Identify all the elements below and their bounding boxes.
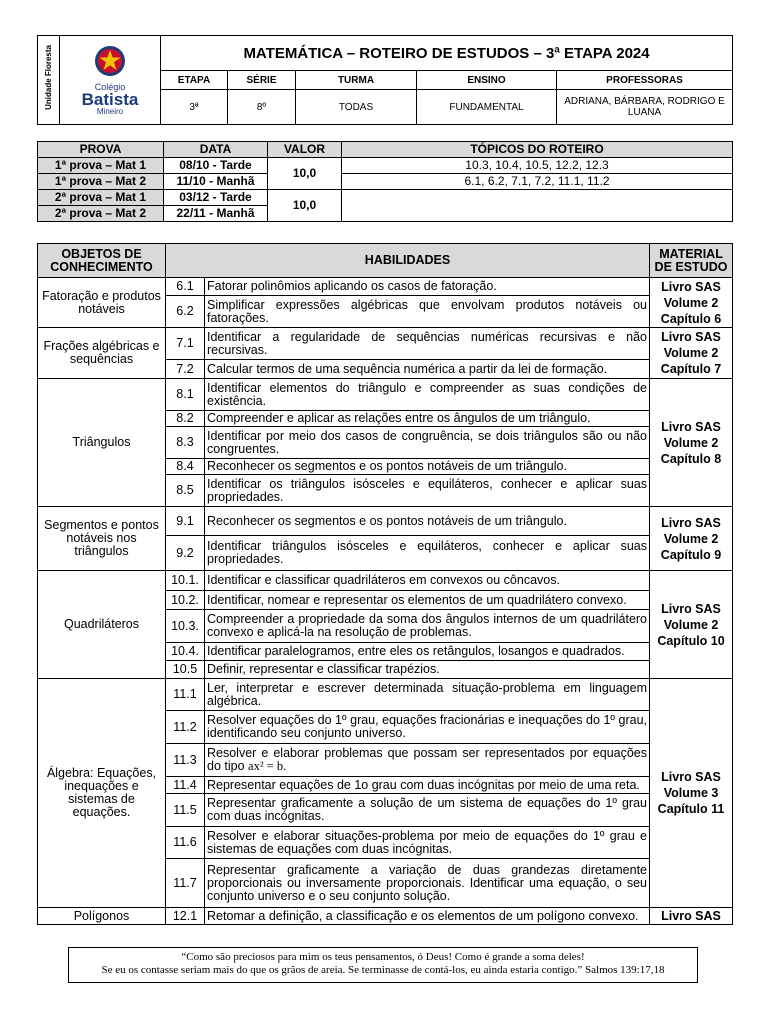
skill-text: Identificar triângulos isósceles e equiláteros, conhecer e aplicar suas propriedades. xyxy=(205,536,650,571)
skill-text: Compreender a propriedade da soma dos ângulos internos de um quadrilátero convexo e aplicá-la na resolução de problemas. xyxy=(205,610,650,643)
material-cell xyxy=(650,328,733,379)
unit-cell xyxy=(38,36,60,125)
skill-code: 10.3. xyxy=(166,610,205,643)
skill-code: 10.2. xyxy=(166,591,205,610)
material-line: Livro SAS xyxy=(661,909,721,923)
objeto-cell: Quadriláteros xyxy=(38,571,166,679)
bible-quote xyxy=(68,947,698,983)
skill-text: Retomar a definição, a classificação e os elementos de um polígono convexo. xyxy=(205,908,650,925)
objeto-cell: Álgebra: Equações, inequações e sistemas de equações. xyxy=(38,679,166,908)
logo-text-sub: Mineiro xyxy=(96,107,124,116)
material-line: Capítulo 9 xyxy=(660,547,722,562)
material-line: Volume 2 xyxy=(663,435,719,450)
table-row xyxy=(38,679,733,711)
label-professoras: PROFESSORAS xyxy=(557,71,733,90)
skill-text: Reconhecer os segmentos e os pontos notáveis de um triângulo. xyxy=(205,507,650,536)
header-table xyxy=(37,35,733,125)
skill-text: Simplificar expressões algébricas que envolvam produtos notáveis ou fatorações. xyxy=(205,296,650,328)
logo-text-main: Batista xyxy=(81,90,139,109)
material-cell xyxy=(650,571,733,679)
skill-code: 8.2 xyxy=(166,411,205,427)
skill-code: 11.4 xyxy=(166,777,205,794)
skill-code: 8.1 xyxy=(166,379,205,411)
material-cell xyxy=(650,278,733,328)
topicos-header: TÓPICOS DO ROTEIRO xyxy=(342,142,733,158)
prova-table xyxy=(37,141,733,222)
material-cell xyxy=(650,908,733,925)
skill-code: 7.2 xyxy=(166,360,205,379)
skill-text-with-formula xyxy=(205,744,650,777)
quote-line-2: Se eu os contasse seriam mais do que os grãos de areia. Se terminasse de contá-los, eu ainda estaria contigo.” Salmos 139:17,18 xyxy=(101,964,665,976)
skill-text: Representar graficamente a solução de um sistema de equações do 1º grau com duas incógnitas. xyxy=(205,794,650,827)
material-line: Capítulo 7 xyxy=(660,362,722,376)
material-line: Capítulo 10 xyxy=(657,633,725,648)
skill-code: 8.3 xyxy=(166,427,205,459)
skill-text: Identificar os triângulos isósceles e equiláteros, conhecer e aplicar suas propriedades. xyxy=(205,475,650,507)
skill-text: Identificar e classificar quadriláteros em convexos ou côncavos. xyxy=(205,571,650,591)
skill-text: Representar graficamente a variação de duas grandezas diretamente proporcionais ou inversamente proporcionais. Identificar uma equação, o seu conjunto universo e o seu conjunto solução. xyxy=(205,859,650,908)
material-line: Capítulo 6 xyxy=(660,311,722,326)
skill-code: 7.1 xyxy=(166,328,205,360)
prova-topicos xyxy=(342,190,733,222)
skill-code: 6.1 xyxy=(166,278,205,296)
skill-text: Resolver e elaborar situações-problema por meio de equações do 1º grau e sistemas de equações com duas incógnitas. xyxy=(205,827,650,859)
skill-code: 10.1. xyxy=(166,571,205,591)
value-ensino: FUNDAMENTAL xyxy=(417,90,557,125)
formula: ax² = b. xyxy=(248,759,287,773)
skill-code: 11.3 xyxy=(166,744,205,777)
table-row xyxy=(38,190,733,206)
skill-text: Calcular termos de uma sequência numérica a partir da lei de formação. xyxy=(205,360,650,379)
table-row xyxy=(38,571,733,591)
skill-code: 12.1 xyxy=(166,908,205,925)
material-line: Livro SAS xyxy=(661,419,721,434)
table-row xyxy=(38,278,733,296)
material-line: Capítulo 8 xyxy=(660,451,722,466)
prova-date: 08/10 - Tarde xyxy=(164,158,268,174)
skill-code: 10.4. xyxy=(166,643,205,661)
table-row xyxy=(38,908,733,925)
material-cell xyxy=(650,679,733,908)
objeto-cell: Frações algébricas e sequências xyxy=(38,328,166,379)
material-cell xyxy=(650,379,733,507)
value-etapa: 3ª xyxy=(161,90,228,125)
prova-valor: 10,0 xyxy=(268,190,342,222)
skill-code: 11.6 xyxy=(166,827,205,859)
prova-date: 11/10 - Manhã xyxy=(164,174,268,190)
label-ensino: ENSINO xyxy=(417,71,557,90)
skill-text: Compreender e aplicar as relações entre os ângulos de um triângulo. xyxy=(205,411,650,427)
material-line: Livro SAS xyxy=(661,515,721,530)
skill-text: Resolver equações do 1º grau, equações fracionárias e inequações do 1º grau, identificando seu conjunto universo. xyxy=(205,711,650,744)
valor-header: VALOR xyxy=(268,142,342,158)
material-line: Livro SAS xyxy=(661,330,721,344)
material-line: Livro SAS xyxy=(661,279,721,294)
data-header: DATA xyxy=(164,142,268,158)
label-serie: SÉRIE xyxy=(228,71,296,90)
prova-topicos: 6.1, 6.2, 7.1, 7.2, 11.1, 11.2 xyxy=(342,174,733,190)
objeto-cell: Triângulos xyxy=(38,379,166,507)
skill-text: Definir, representar e classificar trapézios. xyxy=(205,661,650,679)
skill-text: Identificar paralelogramos, entre eles os retângulos, losangos e quadrados. xyxy=(205,643,650,661)
prova-name: 1ª prova – Mat 2 xyxy=(38,174,164,190)
skill-code: 11.7 xyxy=(166,859,205,908)
label-etapa: ETAPA xyxy=(161,71,228,90)
material-line: Livro SAS xyxy=(661,770,721,784)
skill-text: Identificar por meio dos casos de congruência, se dois triângulos são ou não congruentes. xyxy=(205,427,650,459)
habilidades-header: HABILIDADES xyxy=(166,244,650,278)
habilidades-table xyxy=(37,243,733,925)
prova-name: 2ª prova – Mat 1 xyxy=(38,190,164,206)
skill-text: Identificar, nomear e representar os elementos de um quadrilátero convexo. xyxy=(205,591,650,610)
label-turma: TURMA xyxy=(296,71,417,90)
material-line: Volume 2 xyxy=(663,346,719,360)
page-title: MATEMÁTICA – ROTEIRO DE ESTUDOS – 3ª ETAPA 2024 xyxy=(161,36,733,71)
value-serie: 8º xyxy=(228,90,296,125)
prova-header: PROVA xyxy=(38,142,164,158)
skill-code: 8.5 xyxy=(166,475,205,507)
material-line: Volume 2 xyxy=(663,531,719,546)
objetos-header: OBJETOS DE CONHECIMENTO xyxy=(38,244,166,278)
prova-date: 03/12 - Tarde xyxy=(164,190,268,206)
skill-text: Ler, interpretar e escrever determinada situação-problema em linguagem algébrica. xyxy=(205,679,650,711)
prova-name: 1ª prova – Mat 1 xyxy=(38,158,164,174)
skill-code: 6.2 xyxy=(166,296,205,328)
logo-text-top: Colégio xyxy=(94,82,126,92)
school-logo xyxy=(60,36,161,125)
material-line: Volume 3 xyxy=(663,786,719,800)
skill-text: Identificar a regularidade de sequências numéricas recursivas e não recursivas. xyxy=(205,328,650,360)
skill-text: Fatorar polinômios aplicando os casos de fatoração. xyxy=(205,278,650,296)
quote-line-1: “Como são preciosos para mim os teus pensamentos, ó Deus! Como é grande a soma deles! xyxy=(181,951,585,963)
material-line: Volume 2 xyxy=(663,617,719,632)
skill-code: 8.4 xyxy=(166,459,205,475)
skill-code: 9.2 xyxy=(166,536,205,571)
objeto-cell: Polígonos xyxy=(38,908,166,925)
value-professoras: ADRIANA, BÁRBARA, RODRIGO E LUANA xyxy=(557,90,733,125)
objeto-cell: Fatoração e produtos notáveis xyxy=(38,278,166,328)
material-line: Volume 2 xyxy=(663,295,719,310)
skill-code: 10.5 xyxy=(166,661,205,679)
objeto-cell: Segmentos e pontos notáveis nos triângulos xyxy=(38,507,166,571)
prova-date: 22/11 - Manhã xyxy=(164,206,268,222)
star-emblem-icon xyxy=(90,44,130,78)
table-row xyxy=(38,158,733,174)
material-line: Capítulo 11 xyxy=(657,802,725,816)
skill-text: Reconhecer os segmentos e os pontos notáveis de um triângulo. xyxy=(205,459,650,475)
skill-code: 11.5 xyxy=(166,794,205,827)
skill-text: Identificar elementos do triângulo e compreender as suas condições de existência. xyxy=(205,379,650,411)
skill-text: Representar equações de 1o grau com duas incógnitas por meio de uma reta. xyxy=(205,777,650,794)
skill-code: 11.1 xyxy=(166,679,205,711)
unit-label: Unidade Floresta xyxy=(44,45,53,110)
material-cell xyxy=(650,507,733,571)
table-row xyxy=(38,328,733,360)
skill-code: 9.1 xyxy=(166,507,205,536)
material-line: Livro SAS xyxy=(661,601,721,616)
skill-code: 11.2 xyxy=(166,711,205,744)
material-header: MATERIAL DE ESTUDO xyxy=(650,244,733,278)
prova-name: 2ª prova – Mat 2 xyxy=(38,206,164,222)
skill-text: Resolver e elaborar problemas que possam ser representados por equações do tipo xyxy=(207,746,648,773)
prova-valor: 10,0 xyxy=(268,158,342,190)
prova-topicos: 10.3, 10.4, 10.5, 12.2, 12.3 xyxy=(342,158,733,174)
table-row xyxy=(38,507,733,536)
table-row xyxy=(38,379,733,411)
table-row xyxy=(38,174,733,190)
value-turma: TODAS xyxy=(296,90,417,125)
